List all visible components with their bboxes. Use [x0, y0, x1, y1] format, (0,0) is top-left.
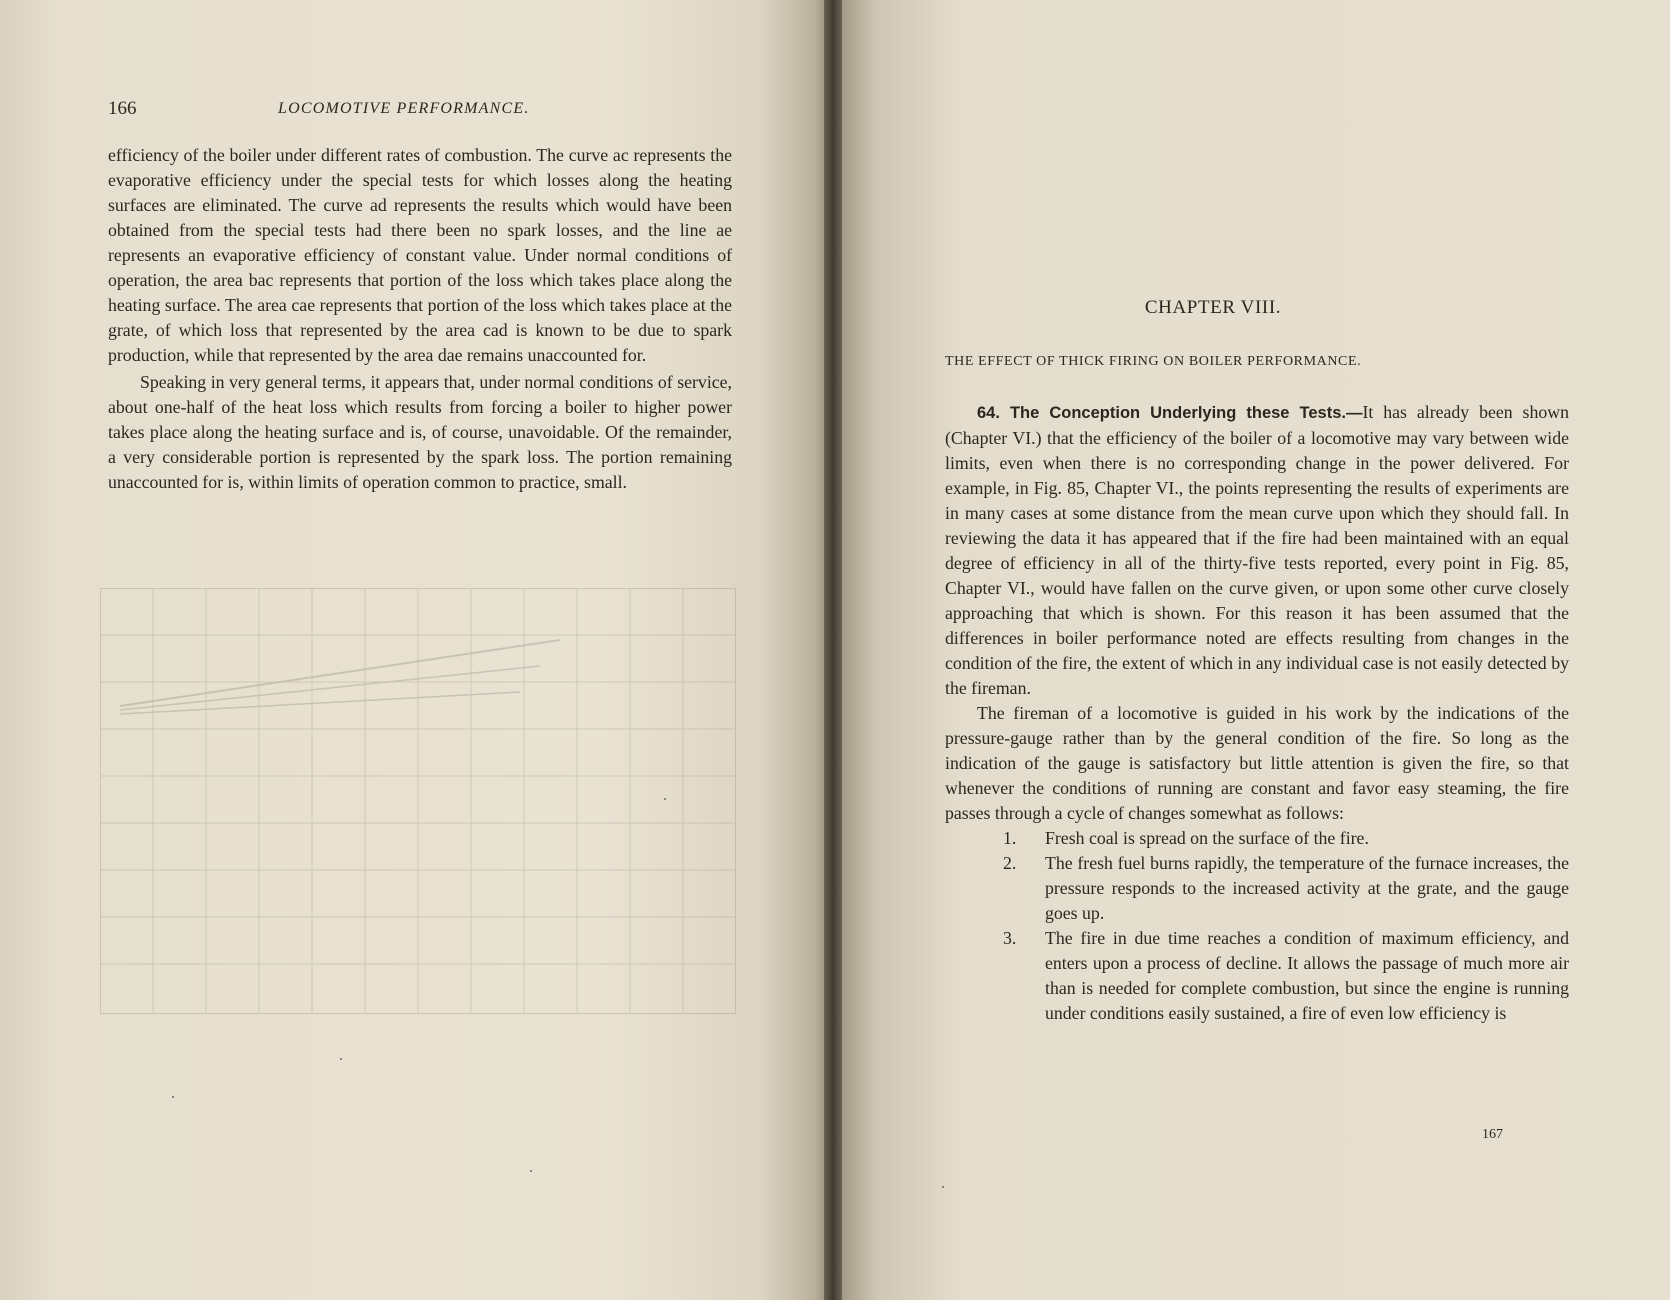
page-number: 167: [1482, 1127, 1503, 1142]
book-gutter: [824, 0, 842, 1300]
list-number: 2.: [1003, 853, 1017, 873]
running-head: [108, 98, 736, 124]
list-text: Fresh coal is spread on the surface of the fire.: [1045, 828, 1369, 848]
list-item: [945, 826, 1569, 851]
right-body-text: [945, 400, 1569, 1026]
chapter-title: CHAPTER VIII.: [1144, 297, 1282, 318]
list-number: 3.: [1003, 928, 1017, 948]
left-body-text: [108, 143, 732, 495]
section-text: It has already been shown (Chapter VI.) that the efficiency of the boiler of a locomotive may vary between wide limits, even when there is no corresponding change in the power delivered. For example, in Fig. 85, Chapter VI., the points representing the results of experiments are in many cases at some distance from the mean curve upon which they should fall. In reviewing the data it has appeared that if the fire had been maintained with an equal degree of efficiency in all of the thirty-five tests reported, every point in Fig. 85, Chapter VI., would have fallen on the curve given, or upon some other curve closely approaching that which is shown. For this reason it has been assumed that the differences in boiler performance noted are effects resulting from changes in the condition of the fire, the extent of which in any individual case is not easily detected by the fireman.: [945, 402, 1569, 698]
section-heading: 64. The Conception Underlying these Tests.—: [977, 404, 1363, 422]
numbered-list: [945, 826, 1569, 1026]
section-paragraph: [945, 400, 1569, 701]
paragraph: The fireman of a locomotive is guided in his work by the indications of the pressure-gauge rather than by the general condition of the fire. So long as the indication of the gauge is satisfactory but little attention is given the fire, so that whenever the conditions of running are constant and favor easy steaming, the fire passes through a cycle of changes somewhat as follows:: [945, 703, 1569, 823]
paper-speck: [942, 1186, 944, 1188]
paper-speck: [664, 798, 666, 800]
running-title: LOCOMOTIVE PERFORMANCE.: [278, 100, 530, 117]
paragraph: Speaking in very general terms, it appears that, under normal conditions of service, about one-half of the heat loss which results from forcing a boiler to higher power takes place along the heating surface and is, of course, unavoidable. Of the remainder, a very considerable portion is represented by the spark loss. The portion remaining unaccounted for is, within limits of operation common to practice, small.: [108, 372, 732, 492]
list-text: The fresh fuel burns rapidly, the temperature of the furnace increases, the pressure responds to the increased activity at the grate, and the gauge goes up.: [1045, 853, 1569, 923]
paper-speck: [172, 1096, 174, 1098]
list-item: [945, 926, 1569, 1026]
paper-speck: [530, 1170, 532, 1172]
list-text: The fire in due time reaches a condition of maximum efficiency, and enters upon a process of decline. It allows the passage of much more air than is needed for complete combustion, but since the engine is running under conditions easily sustained, a fire of even low efficiency is: [1045, 928, 1569, 1023]
list-item: [945, 851, 1569, 926]
list-number: 1.: [1003, 828, 1017, 848]
paragraph: efficiency of the boiler under different rates of combustion. The curve ac represents the evaporative efficiency under the special tests for which losses along the heating surfaces are eliminated. The curve ad represents the results which would have been obtained from the special tests had there been no spark losses, and the line ae represents an evaporative efficiency of constant value. Under normal conditions of operation, the area bac represents that portion of the loss which takes place along the heating surface. The area cae represents that portion of the loss which takes place at the grate, of which loss that represented by the area cad is known to be due to spark production, while that represented by the area dae remains unaccounted for.: [108, 145, 732, 365]
show-through-chart: [100, 588, 736, 1014]
left-page: [0, 0, 832, 1300]
chapter-heading: [945, 297, 1481, 319]
page-number: 166: [108, 98, 137, 119]
paper-speck: [340, 1058, 342, 1060]
chapter-subtitle: THE EFFECT OF THICK FIRING ON BOILER PERFORMANCE.: [945, 354, 1362, 369]
